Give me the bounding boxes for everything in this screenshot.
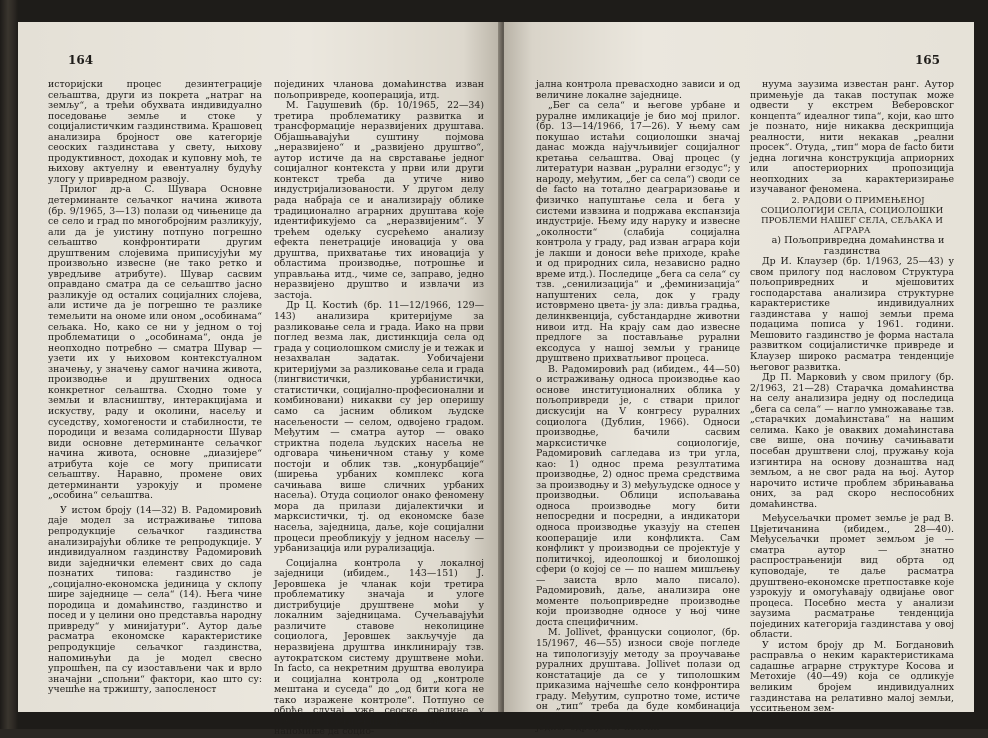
paragraph: M. Jollivet, француски социолог, (бр. 15/1967, 46—55) износи своје погледе на типологизују методу за проучавање руралних друштава. Jollivet полази од констатације да се у типолошким приказима најчешће село конфронтира граду. Међутим, супротно томе, истиче он „тип“ треба да буде комбинација више примера, тако да тек у оквирима једног одређеног контин-: [536, 627, 740, 734]
paragraph: нуума заузима известан ранг. Аутор примењује да такав поступак може одвести у екстрем Веберовског концепта“ идеалног типа“, који, као што је познато, није никаква дескрипција реалности, нити некакав „реални просек“. Отуда, „тип“ мора de facto бити једна логична конструкција априорних или апостериорних пропозиција неопходних за карактеризирање изучаваног феномена.: [750, 79, 954, 196]
paragraph: Социјална контрола у локалној заједници (ибидем., 143—151) Ј. Јеровшека је чланак који третира проблематику значаја и улоге дистрибуције друштвене моћи у локалним заједницама. Сучељавајући различите ставове неколицине социолога, Јеровшек закључује да неразвијена друштва инклинирају тзв. аутократском систему друштвене моћи. In facto, са некретним друштва еволуира и социјална контрола од „контроле мештана и суседа“ до „од бити кога не тако изражене контроле“. Потпуно се обрће случај уже сеоске средине у урбаним, развијеним друштвима. Аутор напомиње да социо-: [274, 557, 484, 738]
left-column-1: [48, 80, 262, 696]
right-page: [504, 22, 974, 734]
paragraph: У истом броју (14—32) В. Радомировић даје модел за истраживање типова репродукције сељачког газдинства анализирајући облике те репродукције. У индивидуалном газдинству Радомировић види заједнички елемент свих до сада познатих типова: газдинство је „социјално-економска јединица у склопу шире заједнице — села“ (14). Њега чине породица и домаћинство, газдинство и посед и у целини оно представља народну привреду“ у минијатури“. Аутор даље расматра економске карактеристике репродукције сељачког газдинства, напомињући да је модел свесно упрошћен, па су изостављени чак и врло значајни „спољни“ фактори, као што су: учешће на тржишту, запосленост: [48, 504, 262, 696]
section-heading: 2. РАДОВИ О ПРИМЕЊЕНОЈ СОЦИОЛОГИЈИ СЕЛА, СОЦИОЛОШКИ ПРОБЛЕМИ НАШЕГ СЕЛА, СЕЉАКА И АГРАРА: [760, 196, 944, 237]
paragraph: М. Гаџушевић (бр. 10/1965, 22—34) третира проблематику развитка и трансформације неразвијених друштава. Објашњавајући суштину појмова „неразвијено“ и „развијено друштво“, аутор истиче да на сврставање једног социјалног контекста у први или други контекст треба да утиче ниво индустријализованости. У другом делу рада набраја се и анализирају облике традиционално аграрних друштава које идентификујемо са „неразвијеним“. У трећем одељку сусрећемо анализу ефекта пенетрације иновација у ова друштва, прихватање тих иновација у областима производње, потрошње и управљања итд., чиме се, заправо, једно неразвијено друштво и извлачи из застоја.: [274, 100, 484, 301]
page-number-right: 165: [914, 53, 940, 67]
paragraph: Прилог др-а С. Шувара Основне детерминанте сељачког начина живота (бр. 9/1965, 3—13) полази од чињенице да се село и град по многобројним разликују, али да је уистину потпуно погрешно сељаштво конфронтирати другим друштвеним слојевима приписујући му произвољно извесне (не тако ретко и увредљиве атрибуте). Шувар сасвим оправдано сматра да се сељаштво јасно разликује од осталих социјалних слојева, али истиче да је погрешно те разлике темељити на ономе или оном „особинама“ сељака. Но, како се ни у једном о тој проблематици о „особинама“, онда је неопходно потребно — сматра Шувар — узети их у њиховом контекстуалном значењу, у значењу самог начина живота, производње и друштвених односа конкретног сељаштва. Сходно томе у земљи и власништву, интеракцијама и искуству, раду и околини, насељу и суседству, хомогености и стабилности, те породици и везама солидарности Шувар види основне детерминанте сељачког начина живота, основне „диазијере“ атрибута које се могу приписати сељаштву. Наравно, промене ових детерминанти узрокују и промене „особина“ сељаштва.: [48, 184, 262, 502]
paragraph: Др Ц. Костић (бр. 11—12/1966, 129—143) анализира критеријуме за разликовање села и града. Иако на први поглед везма лак, дистинкција села од града у социолошком смислу је и тежак и незахвалан задатак. Уобичајени критеријуми за разликовање села и града (лингвистички, урбанистички, статистички, социјално-професионални и комбиновани) никакви су јер оперишу само са јасним обликом људске насељености — селом, одвојено градом. Међутим — сматра аутор — овако стриктна подела људских насеља не одговара чињеничном стању у коме постоји и облик тзв. „конурбације“ (ширења урбаних комплекс кога сачињава више сличних урбаних насеља). Отуда социолог онако феномену мора да прилази дијалектички и марксистички, тј. од економске базе насеља, заједница, даље, које социјални процеси преобликују у једном насељу — урбанизација или рурализација.: [274, 300, 485, 555]
page-number-left: 164: [68, 53, 94, 67]
paragraph: У истом броју др М. Богдановић расправља о неким карактеристикама садашње аграрне структуре Косова и Метохије (40—49) која се одликује великим бројем индивидуалних газдинстава на релативно малој земљи, усситњеном зем-: [750, 639, 954, 715]
paragraph: „Бег са села“ и његове урбане и руралне имликације је био мој прилог. (бр. 13—14/1966, 17—26). У њему сам покушао истаћи социолошки значај данас можда најучљивијег социјалног кретања сељаштва. Овај процес (у литератури назван „рурални егзодус“; у народу, међутим, „бег са села“) своди се de facto на тотално деаграризовање и физичко напуштање села и бега у системи извзина и подржава експанзија индустрије. Њему иду наруку и извесне „околности“ (слабија социјална контрола у граду, рад изван аграра који је лакши и доноси веће приходе, краће и од природних сила, независно радно време итд.). Последице „бега са села“ су тзв. „сенилизација“ и „феминизација“ напуштених села, док у граду истоврмено цвета- ју зла: дивља градња, делинквенција, субстандардне животни нивои итд. На крају сам дао извесне предлоге за постављање рурални ексодуса у нашој земљи у границе друштвено прихватљивог процеса.: [536, 100, 740, 365]
paragraph: Међусељачки промет земље је рад В. Цвјетичанина (ибидем., 28—40). Међусељачки промет земљом је — сматра аутор — знатно распрострањенији вид обрта од куповодаје, те даље расматра друштвено-економске претпоставке које узрокују и омогућавају одвијање овог процеса. Посебно места у анализи заузима расматрање тенденција појединих категорија газдинстава у овој области.: [750, 513, 954, 641]
right-column-2: [750, 80, 954, 715]
paragraph: јална контрола превасходно зависи и од величине локалне заједнице.: [536, 79, 740, 101]
paragraph: Др И. Клаузер (бр. 1/1963, 25—43) у свом прилогу под насловом Структура пољопривредних и мјешовитих господарстава анализира структурне карактеристике индивидуалних газдинстава у нашој земљи према подацима пописа у 1961. години. Мешовито газдинство је форма настала развитком социјалистичке привреде и Клаузер широко расматра тенденције његовог развитка.: [750, 256, 954, 373]
paragraph: Др П. Марковић у свом прилогу (бр. 2/1963, 21—28) Старачка домаћинства на селу анализира једну од последица „бега са села“ — нагло умножавање тзв. „старачких домаћинстава“ на нашим селима. Какo је оваквих домаћинстава све више, она почињу сачињавати посебан друштвени слој, пружању која изгинтира на основу дознаштва над земљом, а не свог рада на њој. Аутор нарочито истиче проблем збрињавања оних, за рад скоро неспособних домаћинства.: [750, 372, 954, 510]
paragraph: појединих чланова домаћинства изван пољопривреде, кооперација, итд.: [274, 79, 484, 101]
subsection-heading: а) Пољопривредна домаћинства и газдинства: [771, 235, 945, 257]
paragraph: В. Радомировић рад (ибидем., 44—50) о истраживању односа производње као основе институционалних облика у пољопривреди је, с ствари прилог дискусији на V конгресу руралних социолога (Дублин, 1966). Односи производње, бачили сасвим марксистичке социологије, Радомировић сагледава из три угла, као: 1) однос према резултатима производње, 2) однос према средствима за производњу и 3) међуљудске односе у производњи. Облици испољавања односа производње могу бити непосредни и посредни, а индикатори односа производње указују на степен кооперације или конфликта. Сам конфликт у производњи се пројектује у политичкој, идеолошкој и биолошкој сфери (о којој се — по нашем мишљењу — заиста врло мало писало). Радомировић, даље, анализира оне моменте пољопривредне производње који производне односе у њој чине доста специфичним.: [536, 363, 740, 628]
left-column-2: [274, 80, 484, 738]
paragraph: историјски процес дезинтеграције сељаштва, други из покрета „натраг на земљу“, а трећи обухвата индивидуално поседовање земље и стоке у социјалистичким газдинствима. Крашовец анализира бројност ове категорије сеоских газдинстава у свету, њихову продуктивност, доходак и куповну моћ, те њихову актуелну и евентуалну будућу улогу у привредном развоју.: [48, 79, 262, 185]
left-page: [18, 22, 502, 738]
right-column-1: [536, 80, 740, 734]
